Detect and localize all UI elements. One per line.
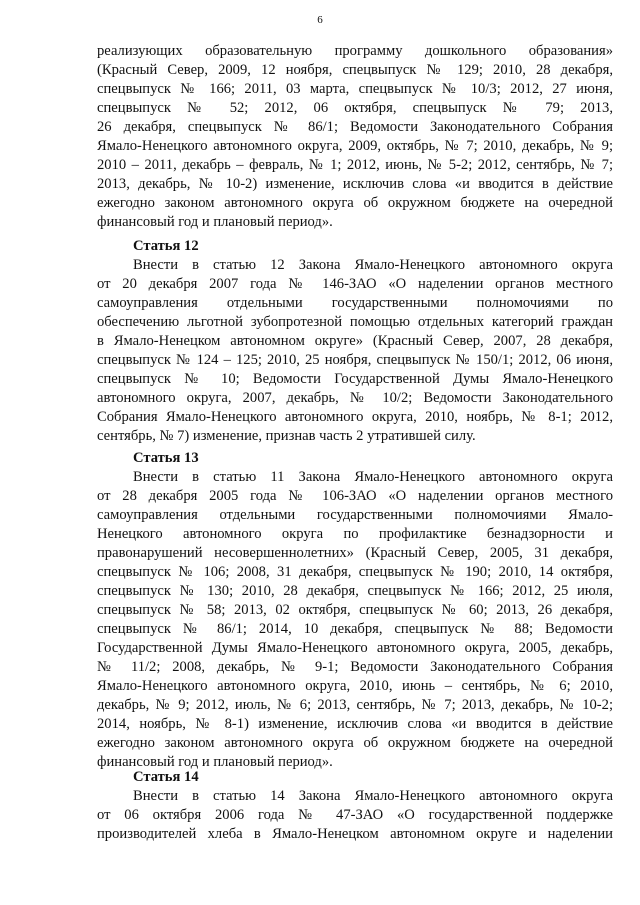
- text-line: в Ямало-Ненецком автономном округе» (Красный Север, 2007, 28 декабря,: [97, 333, 613, 349]
- text-line: от 20 декабря 2007 года № 146-ЗАО «О наделении органов местного: [97, 276, 613, 292]
- text-line: Ямало-Ненецкого автономного округа, 2010, июнь – сентябрь, № 6; 2010,: [97, 678, 613, 694]
- text-line: спецвыпуск № 52; 2012, 06 октября, спецвыпуск № 79; 2013,: [97, 100, 613, 116]
- text-line: спецвыпуск № 58; 2013, 02 октября, спецвыпуск № 60; 2013, 26 декабря,: [97, 602, 613, 618]
- text-line: реализующих образовательную программу дошкольного образования»: [97, 43, 613, 59]
- text-line: финансовый год и плановый период».: [97, 754, 333, 770]
- text-line: правонарушений несовершеннолетних» (Красный Север, 2005, 31 декабря,: [97, 545, 613, 561]
- text-line: самоуправления отдельными государственными полномочиями по: [97, 295, 613, 311]
- text-line: Внести в статью 14 Закона Ямало-Ненецкого автономного округа: [133, 788, 613, 804]
- article-13-text: [97, 468, 613, 772]
- page-number: 6: [317, 14, 323, 26]
- text-line: 26 декабря, спецвыпуск № 86/1; Ведомости Законодательного Собрания: [97, 119, 613, 135]
- text-line: от 28 декабря 2005 года № 106-ЗАО «О наделении органов местного: [97, 488, 613, 504]
- text-line: Государственной Думы Ямало-Ненецкого автономного округа, 2005, декабрь,: [97, 640, 613, 656]
- text-line: от 06 октября 2006 года № 47-ЗАО «О государственной поддержке: [97, 807, 613, 823]
- text-line: Собрания Ямало-Ненецкого автономного округа, 2010, ноябрь, № 8-1; 2012,: [97, 409, 613, 425]
- text-line: Ненецкого автономного округа по профилактике безнадзорности и: [97, 526, 613, 542]
- article-12-text: [97, 256, 613, 446]
- text-line: финансовый год и плановый период».: [97, 214, 333, 230]
- text-line: спецвыпуск № 10; Ведомости Государственной Думы Ямало-Ненецкого: [97, 371, 613, 387]
- text-line: спецвыпуск № 86/1; 2014, 10 декабря, спецвыпуск № 88; Ведомости: [97, 621, 613, 637]
- text-line: Внести в статью 12 Закона Ямало-Ненецкого автономного округа: [133, 257, 613, 273]
- text-line: сентябрь, № 7) изменение, признав часть 2 утратившей силу.: [97, 428, 476, 444]
- text-line: спецвыпуск № 106; 2008, 31 декабря, спецвыпуск № 190; 2010, 14 октября,: [97, 564, 613, 580]
- text-line: (Красный Север, 2009, 12 ноября, спецвыпуск № 129; 2010, 28 декабря,: [97, 62, 613, 78]
- article-14-heading: Статья 14: [133, 769, 199, 785]
- text-line: 2013, декабрь, № 10-2) изменение, исключив слова «и вводится в действие: [97, 176, 613, 192]
- text-line: обеспечению льготной зубопротезной помощью отдельных категорий граждан: [97, 314, 613, 330]
- text-line: самоуправления отдельными государственными полномочиями Ямало-: [97, 507, 613, 523]
- text-line: ежегодно законом автономного округа об окружном бюджете на очередной: [97, 735, 613, 751]
- article-14-text: [97, 787, 613, 844]
- text-line: ежегодно законом автономного округа об окружном бюджете на очередной: [97, 195, 613, 211]
- text-line: Ямало-Ненецкого автономного округа, 2009, октябрь, № 7; 2010, декабрь, № 9;: [97, 138, 613, 154]
- text-line: спецвыпуск № 124 – 125; 2010, 25 ноября, спецвыпуск № 150/1; 2012, 06 июня,: [97, 352, 613, 368]
- text-line: спецвыпуск № 130; 2010, 28 декабря, спецвыпуск № 166; 2012, 25 июля,: [97, 583, 613, 599]
- text-line: № 11/2; 2008, декабрь, № 9-1; Ведомости Законодательного Собрания: [97, 659, 613, 675]
- text-line: 2014, ноябрь, № 8-1) изменение, исключив слова «и вводится в действие: [97, 716, 613, 732]
- intro-paragraph: [97, 42, 613, 232]
- article-12-heading: Статья 12: [133, 238, 199, 254]
- text-line: спецвыпуск № 166; 2011, 03 марта, спецвыпуск № 10/3; 2012, 27 июня,: [97, 81, 613, 97]
- text-line: производителей хлеба в Ямало-Ненецком автономном округе и наделении: [97, 826, 613, 842]
- text-line: 2010 – 2011, декабрь – февраль, № 1; 2012, июнь, № 5-2; 2012, сентябрь, № 7;: [97, 157, 613, 173]
- article-13-heading: Статья 13: [133, 450, 199, 466]
- text-line: декабрь, № 9; 2012, июль, № 6; 2013, сентябрь, № 7; 2013, декабрь, № 10-2;: [97, 697, 613, 713]
- text-line: Внести в статью 11 Закона Ямало-Ненецкого автономного округа: [133, 469, 613, 485]
- text-line: автономного округа, 2007, декабрь, № 10/2; Ведомости Законодательного: [97, 390, 613, 406]
